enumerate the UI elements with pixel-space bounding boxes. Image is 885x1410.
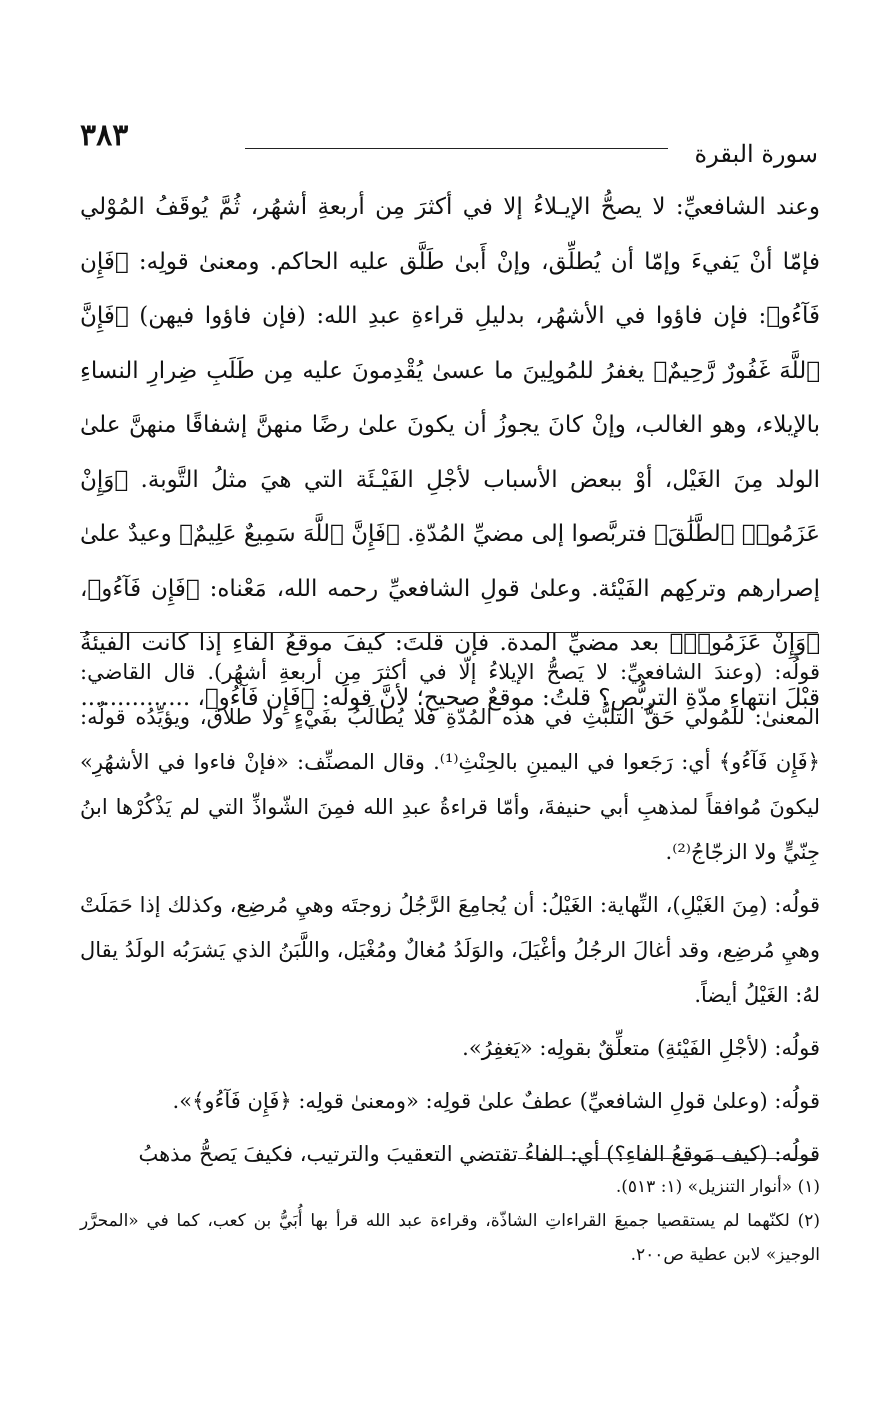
commentary-paragraph: قولُه: (وعندَ الشافعيِّ: لا يَصحُّ الإيلاءُ إلّا في أكثرَ مِن أربعةِ أشهُر). قال القاضي: المعنىٰ: للمُولي حَقُّ التلبُّثِ في هذه المُدّةِ فلا يُطالَبُ بفَيْءٍ ولا طلاق، ويؤيِّدُه قولُه: ﴿فَإِن فَآءُو﴾ أي: رَجَعوا في اليمينِ بالحِنْثِ⁽¹⁾. وقال المصنِّف: «فإنْ فاءوا في الأشهُرِ» ليكونَ مُوافقاً لمذهبِ أبي حنيفةَ، وأمّا قراءةُ عبدِ الله فمِنَ الشّواذِّ التي لم يَذْكُرْها ابنُ جِنّيٍّ ولا الزجّاجُ⁽²⁾. xyxy=(80,660,820,864)
footnote-item: (٢) لكنّهما لم يستقصيا جميعَ القراءاتِ الشاذّة، وقراءة عبد الله قرأ بها أُبَيُّ بن كعب، كما في «المحرَّر الوجيز» لابن عطية ص٢٠٠. xyxy=(80,1211,820,1265)
page-number: ٣٨٣ xyxy=(80,118,129,153)
commentary-paragraph: قولُه: (كيف مَوقعُ الفاءِ؟) أي: الفاءُ تقتضي التعقيبَ والترتيب، فكيفَ يَصحُّ مذهبُ xyxy=(138,1142,820,1166)
header-rule xyxy=(245,148,668,149)
commentary-paragraph: قولُه: (وعلىٰ قولِ الشافعيِّ) عطفٌ علىٰ قولِه: «ومعنىٰ قولِه: ﴿فَإِن فَآءُو﴾». xyxy=(172,1089,820,1113)
commentary-paragraph: قولُه: (لأجْلِ الفَيْئةِ) متعلِّقٌ بقولِه: «يَغفِرُ». xyxy=(462,1036,820,1060)
footnote-item: (١) «أنوار التنزيل» (١: ٥١٣). xyxy=(615,1177,820,1197)
footnote-divider xyxy=(518,1158,818,1159)
commentary-divider xyxy=(80,632,818,633)
surah-name: سورة البقرة xyxy=(694,140,818,168)
main-paragraph: وعند الشافعيِّ: لا يصحُّ الإيـلاءُ إلا في أكثرَ مِن أربعةِ أشهُر، ثُمَّ يُوقَفُ المُوْلي فإمّا أنْ يَفيءَ وإمّا أن يُطلِّق، وإنْ أَبىٰ طَلَّق عليه الحاكم. ومعنىٰ قولِه: ﴿فَإِن فَآءُو﴾: فإن فاؤوا في الأشهُر، بدليلِ قراءةِ عبدِ الله: (فإن فاؤوا فيهن) ﴿فَإِنَّ ٱللَّهَ غَفُورٌ رَّحِيمٌ﴾ يغفرُ للمُولِينَ ما عسىٰ يُقْدِمونَ عليه مِن طَلَبِ ضِرارِ النساءِ بالإيلاء، وهو الغالب، وإنْ كانَ يجوزُ أن يكونَ علىٰ رضًا منهنَّ إشفاقًا منهنَّ علىٰ الولد مِنَ الغَيْل، أوْ ببعض الأسباب لأجْلِ الفَيْـئَة التي هيَ مثلُ التَّوبة. ﴿وَإِنْ عَزَمُوا۟ ٱلطَّلَٰقَ﴾ فتربَّصوا إلى مضيِّ المُدّةِ. ﴿فَإِنَّ ٱللَّهَ سَمِيعٌ عَلِيمٌ﴾ وعيدٌ علىٰ إصرارهم وتركِهم الفَيْئة. وعلىٰ قولِ الشافعيِّ رحمه الله، مَعْناه: ﴿فَإِن فَآءُو﴾، ﴿وَإِنْ عَزَمُوا۟﴾ بعد مضيِّ المدة. فإن قلتَ: كيفَ موقعُ الفاءِ إذا كانت الفيئةُ قبْلَ انتهاءِ مدّةِ التربُّص؟ قلتُ: موقعٌ صحيح؛ لأنَّ قولَه: ﴿فَإِن فَآءُو﴾، ............... xyxy=(80,194,820,711)
footnotes xyxy=(80,1170,820,1272)
commentary-section xyxy=(80,650,820,1177)
page-header xyxy=(80,118,818,178)
main-text xyxy=(80,180,820,725)
commentary-paragraph: قولُه: (مِنَ الغَيْلِ)، النِّهاية: الغَيْلُ: أن يُجامِعَ الرَّجُلُ زوجتَه وهيِ مُرضِع، وكذلك إذا حَمَلَتْ وهيِ مُرضِع، وقد أغالَ الرجُلُ وأغْيَلَ، والوَلَدُ مُغالٌ ومُغْيَل، واللَّبَنُ الذي يَشرَبُه الولَدُ يقال لهُ: الغَيْلُ أيضاً. xyxy=(80,893,820,1007)
